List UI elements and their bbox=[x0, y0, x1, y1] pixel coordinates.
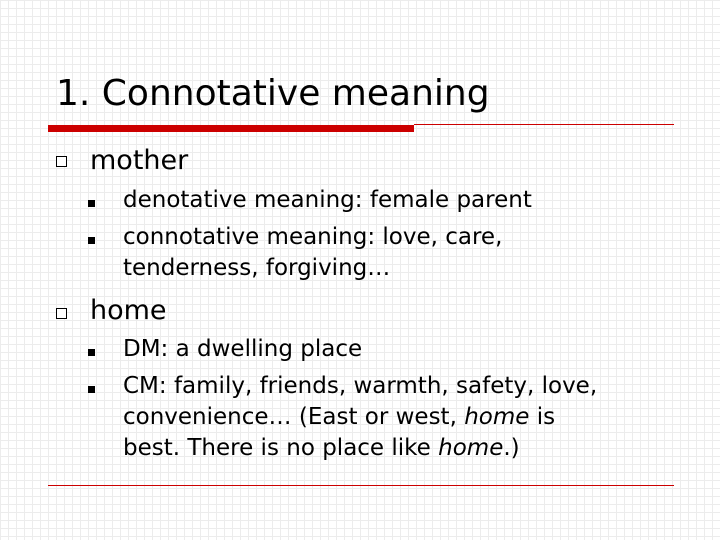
slide-title: 1. Connotative meaning bbox=[56, 73, 490, 114]
sub-bullet-dm: DM: a dwelling place bbox=[123, 336, 363, 362]
sub-bullet-cm-line1: CM: family, friends, warmth, safety, love, bbox=[123, 373, 598, 399]
hollow-square-bullet-icon bbox=[56, 308, 67, 319]
emphasis-home: home bbox=[438, 435, 504, 461]
sub-bullet-connotative-line1: connotative meaning: love, care, bbox=[123, 224, 503, 250]
filled-square-bullet-icon bbox=[88, 237, 95, 244]
emphasis-home: home bbox=[464, 404, 530, 430]
sub-bullet-cm-line2: convenience… (East or west, home is bbox=[123, 404, 556, 430]
filled-square-bullet-icon bbox=[88, 349, 95, 356]
bullet-home: home bbox=[90, 295, 167, 326]
title-underline-thin bbox=[414, 124, 674, 125]
title-underline-thick bbox=[48, 125, 414, 132]
sub-bullet-denotative: denotative meaning: female parent bbox=[123, 187, 532, 213]
sub-bullet-cm-line3: best. There is no place like home.) bbox=[123, 435, 520, 461]
sub-bullet-connotative-line2: tenderness, forgiving… bbox=[123, 255, 391, 281]
hollow-square-bullet-icon bbox=[56, 156, 67, 167]
bullet-mother: mother bbox=[90, 145, 189, 176]
footer-rule bbox=[48, 485, 674, 486]
filled-square-bullet-icon bbox=[88, 386, 95, 393]
filled-square-bullet-icon bbox=[88, 200, 95, 207]
